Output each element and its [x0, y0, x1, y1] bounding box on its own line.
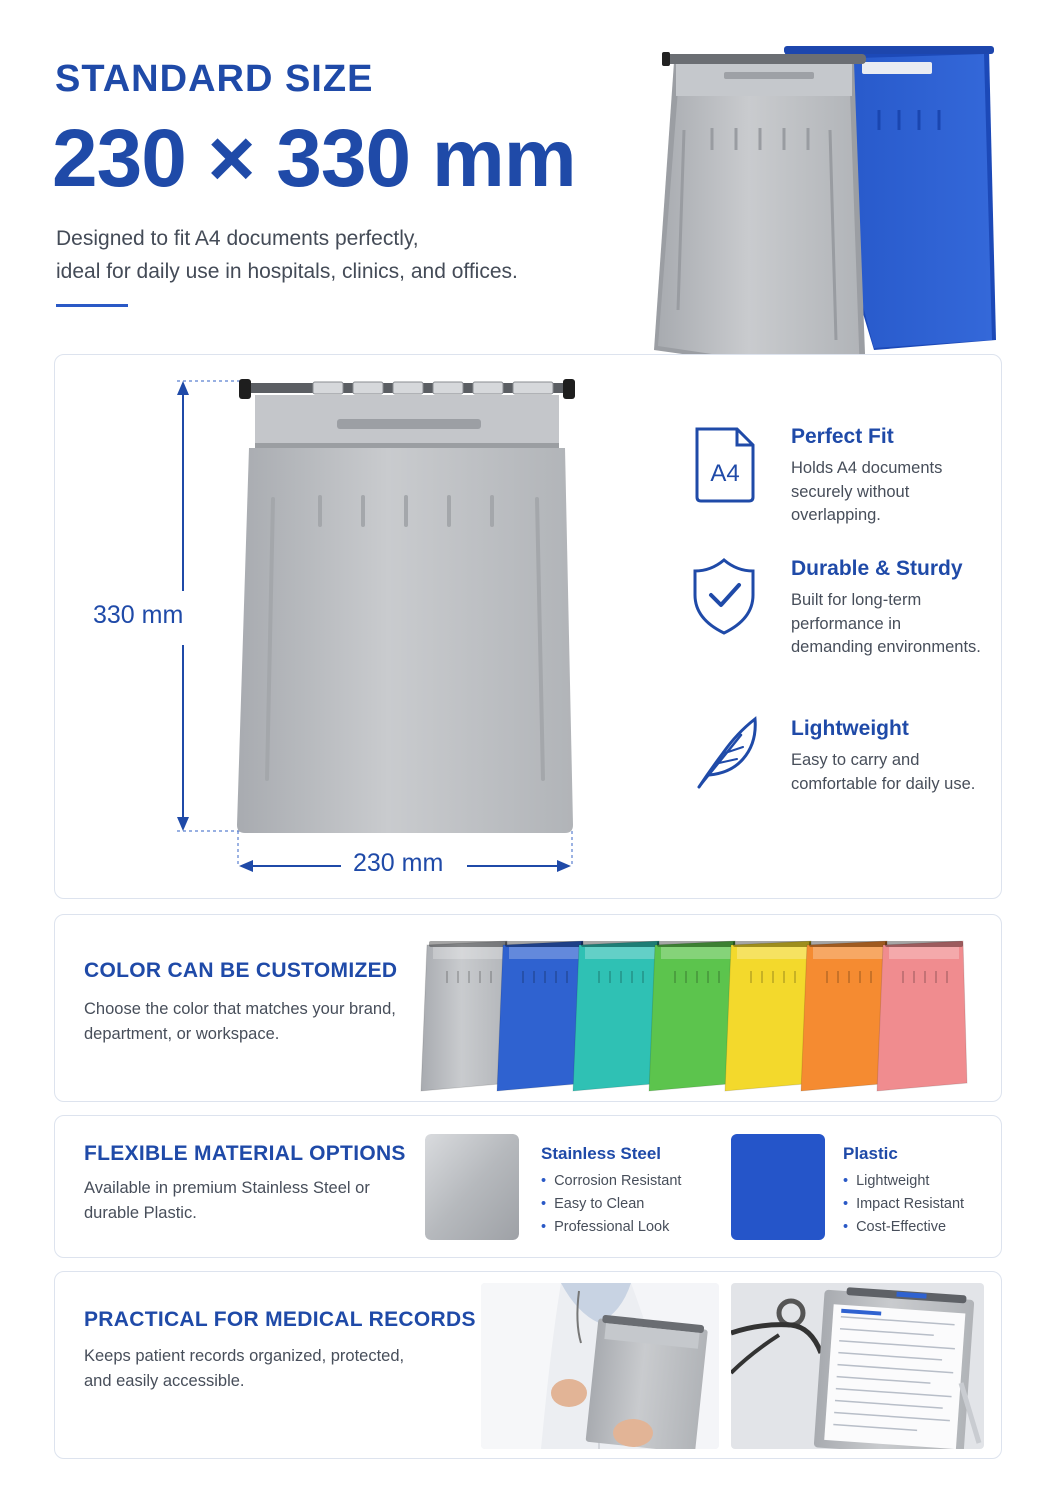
size-headline: 230 × 330 mm: [52, 113, 576, 204]
material-point: • Professional Look: [541, 1216, 681, 1239]
feature-desc: Built for long-term performance in demanding environments.: [791, 591, 981, 656]
feather-icon: [691, 713, 761, 793]
feature-lightweight: [691, 717, 991, 827]
material-point: • Easy to Clean: [541, 1193, 681, 1216]
material-options-card: [54, 1115, 1002, 1258]
a4-icon-text: A4: [710, 460, 740, 487]
material-points-steel: [541, 1170, 681, 1239]
section-desc: Keeps patient records organized, protected, and easily accessible.: [84, 1347, 405, 1390]
section-desc: Available in premium Stainless Steel or durable Plastic.: [84, 1179, 370, 1222]
eyebrow-title: STANDARD SIZE: [55, 58, 374, 100]
clipboard-with-medical-form-photo: [731, 1283, 984, 1449]
intro-text: [56, 222, 616, 288]
material-point: • Cost-Effective: [843, 1216, 964, 1239]
feature-perfect-fit: [691, 425, 991, 535]
color-variant-clipboard: [877, 941, 967, 1091]
feature-desc: Easy to carry and comfortable for daily use.: [791, 751, 976, 793]
feature-durable: [691, 557, 991, 687]
material-points-plastic: [843, 1170, 964, 1239]
material-title-plastic: Plastic: [843, 1144, 898, 1163]
shield-check-icon: [689, 557, 759, 637]
section-title: COLOR CAN BE CUSTOMIZED: [84, 959, 398, 982]
feature-desc: Holds A4 documents securely without overlapping.: [791, 459, 943, 524]
material-point: • Impact Resistant: [843, 1193, 964, 1216]
doctor-holding-clipboard-photo: [481, 1283, 719, 1449]
section-title: PRACTICAL FOR MEDICAL RECORDS: [84, 1308, 476, 1331]
color-customization-card: [54, 914, 1002, 1102]
material-title-steel: Stainless Steel: [541, 1144, 662, 1163]
section-desc: Choose the color that matches your brand, department, or workspace.: [84, 1000, 396, 1043]
material-point: • Lightweight: [843, 1170, 964, 1193]
section-title: FLEXIBLE MATERIAL OPTIONS: [84, 1142, 406, 1165]
width-dimension-label: 230 mm: [353, 849, 444, 877]
feature-title: Durable & Sturdy: [791, 557, 963, 580]
stainless-steel-swatch: [425, 1134, 519, 1240]
medical-records-card: [54, 1271, 1002, 1459]
intro-line-1: Designed to fit A4 documents perfectly,: [56, 227, 419, 250]
intro-divider: [56, 304, 128, 307]
feature-title: Perfect Fit: [791, 425, 894, 448]
hero-clipboards-image: [634, 40, 1014, 385]
size-card: [54, 354, 1002, 899]
height-dimension-label: 330 mm: [93, 601, 184, 629]
a4-document-icon: [691, 425, 761, 505]
material-point: • Corrosion Resistant: [541, 1170, 681, 1193]
intro-line-2: ideal for daily use in hospitals, clinics, and offices.: [56, 260, 518, 283]
plastic-swatch: [731, 1134, 825, 1240]
color-variants-image: [417, 933, 982, 1098]
feature-title: Lightweight: [791, 717, 909, 740]
